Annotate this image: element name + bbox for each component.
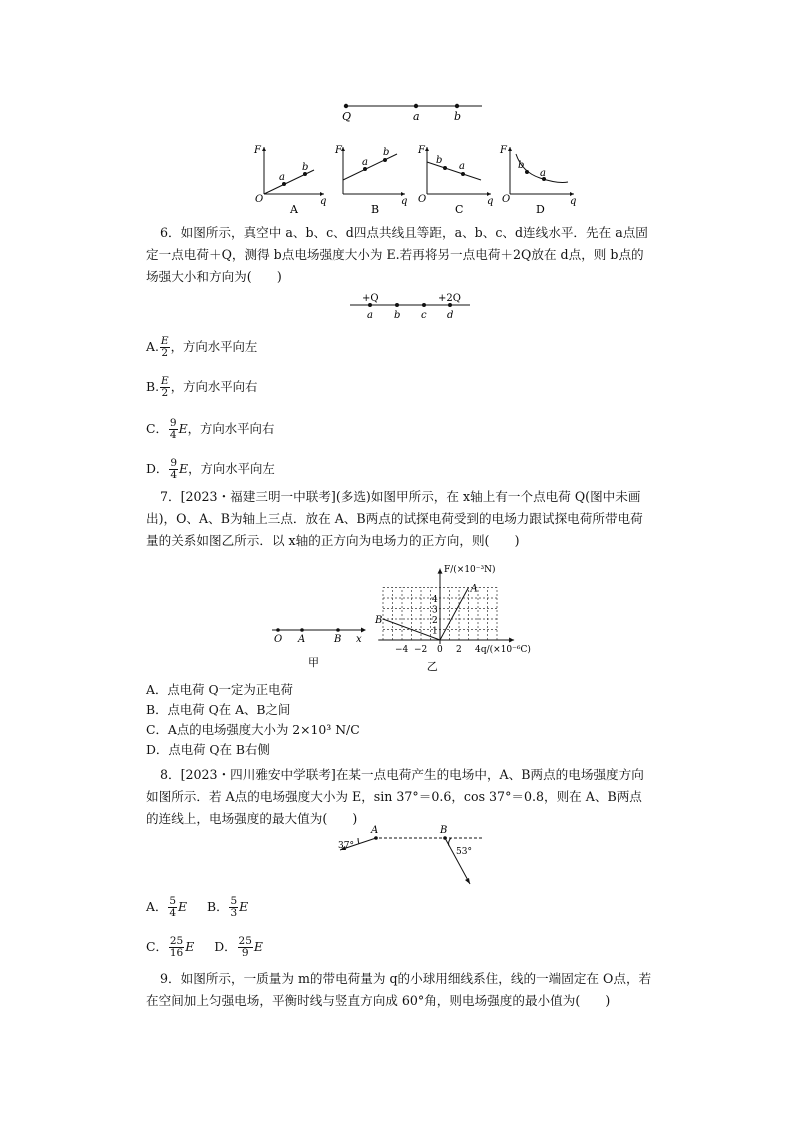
numerator: 9 — [170, 457, 178, 469]
option-letter: B． — [206, 899, 229, 914]
caption-yi: 乙 — [426, 660, 438, 673]
label-x: x — [356, 634, 362, 645]
label-b: b — [454, 110, 462, 123]
option-text: ，方向水平向右 — [170, 379, 258, 394]
q7-option-b[interactable]: B．点电荷 Q在 A、B之间 — [146, 702, 291, 717]
axis-F: F — [418, 145, 425, 156]
option-letter: C． — [146, 939, 168, 954]
denominator: 16 — [169, 947, 184, 959]
variable-E: E — [178, 899, 188, 914]
angle-37: 37° — [338, 841, 354, 851]
line-label-A: A — [470, 583, 478, 595]
q7-figure-yi-chart — [376, 560, 556, 674]
line-label-B: B — [375, 615, 383, 626]
graph-label: B — [371, 203, 380, 216]
axis-F: F — [335, 145, 342, 156]
caption-jia: 甲 — [308, 656, 319, 669]
denominator: 4 — [169, 907, 177, 919]
q6-option-d[interactable] — [146, 458, 275, 481]
denominator: 2 — [161, 387, 169, 399]
q7-text: 7．[2023・福建三明一中联考](多选)如图甲所示，在 x轴上有一个点电荷 Q(图中未画出)，O、A、B为轴上三点．放在 A、B两点的试探电荷受到的电场力跟试探电荷所带电荷量的关系如图乙所示．以 x轴的正方向为电场力的正方向，则( ) — [146, 489, 643, 548]
graph-A — [250, 142, 330, 214]
point-label-a: a — [459, 161, 465, 172]
numerator: E — [161, 375, 169, 387]
x-tick-label: 2 — [456, 645, 462, 655]
fraction — [168, 896, 177, 919]
fraction — [169, 936, 184, 959]
y-tick-label: 1 — [432, 626, 438, 637]
q7-option-c[interactable]: C．A点的电场强度大小为 2×10³ N/C — [146, 722, 360, 737]
fq-graphs-row — [250, 142, 580, 214]
axis-F: F — [254, 145, 261, 156]
q8-options-row-1 — [146, 896, 248, 919]
top-line-figure — [336, 96, 488, 124]
variable-E: E — [178, 421, 188, 436]
axis-q: q — [487, 196, 494, 207]
label-Q: Q — [342, 110, 352, 123]
point-label-a: a — [279, 172, 285, 183]
graph-B — [335, 142, 415, 214]
graph-label: D — [536, 203, 545, 216]
point-label-b: b — [383, 147, 390, 158]
graph-C — [415, 142, 500, 214]
q7-figure-jia — [268, 622, 374, 670]
graph-D — [500, 142, 580, 214]
fraction — [229, 896, 238, 919]
option-letter: D． — [146, 461, 169, 476]
fraction — [160, 336, 170, 359]
numerator: 5 — [230, 895, 238, 907]
charge-a: +Q — [362, 293, 379, 304]
option-letter: C． — [146, 421, 168, 436]
numerator: 9 — [169, 417, 177, 429]
option-letter: B. — [146, 379, 160, 394]
point-b: b — [394, 310, 401, 321]
graph-label: A — [290, 203, 298, 216]
denominator: 3 — [230, 907, 238, 919]
x-tick-label: −4 — [395, 645, 409, 655]
label-B: B — [334, 634, 342, 645]
numerator: 5 — [169, 895, 177, 907]
variable-E: E — [185, 939, 195, 954]
q7-option-a[interactable]: A．点电荷 Q一定为正电荷 — [146, 682, 293, 697]
axis-O: O — [502, 194, 511, 205]
q6-option-a[interactable] — [146, 336, 257, 359]
q9-text: 9．如图所示，一质量为 m的带电荷量为 q的小球用细线系住，线的一端固定在 O点，若在空间加上匀强电场，平衡时线与竖直方向成 60°角，则电场强度的最小值为( ) — [146, 971, 652, 1008]
series-line-A — [440, 588, 469, 641]
numerator: E — [160, 335, 169, 347]
option-letter: A． — [146, 899, 168, 914]
x-tick-label: 4 — [475, 645, 481, 655]
x-tick-label: 0 — [437, 645, 443, 655]
option-text: ，方向水平向左 — [170, 339, 258, 354]
q8-options-row-2 — [146, 936, 263, 959]
q8-option-d[interactable] — [214, 935, 263, 959]
point-label-a: a — [540, 168, 546, 179]
axis-F: F — [500, 145, 507, 156]
q6-figure — [346, 290, 476, 320]
point-label-b: b — [302, 162, 309, 173]
angle-53: 53° — [456, 847, 472, 857]
variable-E: E — [179, 461, 189, 476]
point-a: a — [367, 310, 373, 321]
fraction — [160, 376, 170, 399]
point-A: A — [371, 825, 379, 836]
fraction — [169, 418, 178, 441]
y-axis-arrow — [438, 569, 443, 574]
point-d: d — [447, 310, 454, 321]
option-letter: A. — [146, 339, 159, 354]
variable-E: E — [253, 939, 263, 954]
q8-option-a[interactable] — [146, 895, 188, 919]
numerator: 25 — [169, 935, 184, 947]
label-O: O — [274, 634, 283, 645]
x-tick-label: −2 — [414, 645, 428, 655]
point-B: B — [440, 825, 448, 836]
option-letter: D． — [214, 939, 237, 954]
fraction — [169, 458, 178, 481]
graph-label: C — [455, 203, 464, 216]
denominator: 9 — [241, 947, 249, 959]
point-c: c — [421, 310, 427, 321]
q7-option-d[interactable]: D．点电荷 Q在 B右侧 — [146, 742, 270, 757]
axis-q: q — [570, 196, 577, 207]
y-tick-label: 2 — [432, 616, 438, 626]
denominator: 4 — [169, 429, 177, 441]
q6-option-b[interactable] — [146, 376, 257, 399]
numerator: 25 — [238, 935, 252, 947]
label-a: a — [413, 110, 420, 123]
option-text: ，方向水平向左 — [188, 461, 275, 476]
axis-q: q — [320, 196, 327, 207]
point-label-b: b — [518, 160, 525, 171]
point-label-b: b — [436, 155, 443, 166]
q8-option-b[interactable] — [206, 895, 249, 919]
y-axis-label: F/(×10⁻³N) — [444, 565, 496, 575]
charge-d: +2Q — [438, 293, 461, 304]
q6-text: 6．如图所示，真空中 a、b、c、d四点共线且等距，a、b、c、d连线水平．先在 a点固定一点电荷＋Q，测得 b点电场强度大小为 E.若再将另一点电荷＋2Q放在 d点，则 b点的场强大小和方向为( ) — [146, 225, 648, 284]
fraction — [238, 936, 253, 959]
label-A: A — [298, 634, 306, 645]
denominator: 4 — [170, 469, 178, 481]
q8-figure — [336, 822, 486, 892]
y-tick-label: 3 — [432, 605, 438, 616]
point-label-a: a — [362, 157, 368, 168]
denominator: 2 — [161, 347, 169, 359]
axis-q: q — [401, 196, 408, 207]
q8-text: 8．[2023・四川雅安中学联考]在某一点电荷产生的电场中，A、B两点的电场强度方向如图所示．若 A点的电场强度大小为 E，sin 37°＝0.6，cos 37°＝0.8，则在 A、B两点的连线上，电场强度的最大值为( ) — [146, 767, 644, 826]
x-axis-arrow — [509, 638, 514, 643]
axis-O: O — [255, 194, 264, 205]
q6-option-c[interactable] — [146, 418, 274, 441]
axis-O: O — [418, 194, 427, 205]
x-axis-label: q/(×10⁻⁶C) — [480, 645, 531, 655]
variable-E: E — [239, 899, 249, 914]
y-tick-label: 4 — [432, 595, 438, 605]
option-text: ，方向水平向右 — [187, 421, 275, 436]
q8-option-c[interactable] — [146, 935, 195, 959]
